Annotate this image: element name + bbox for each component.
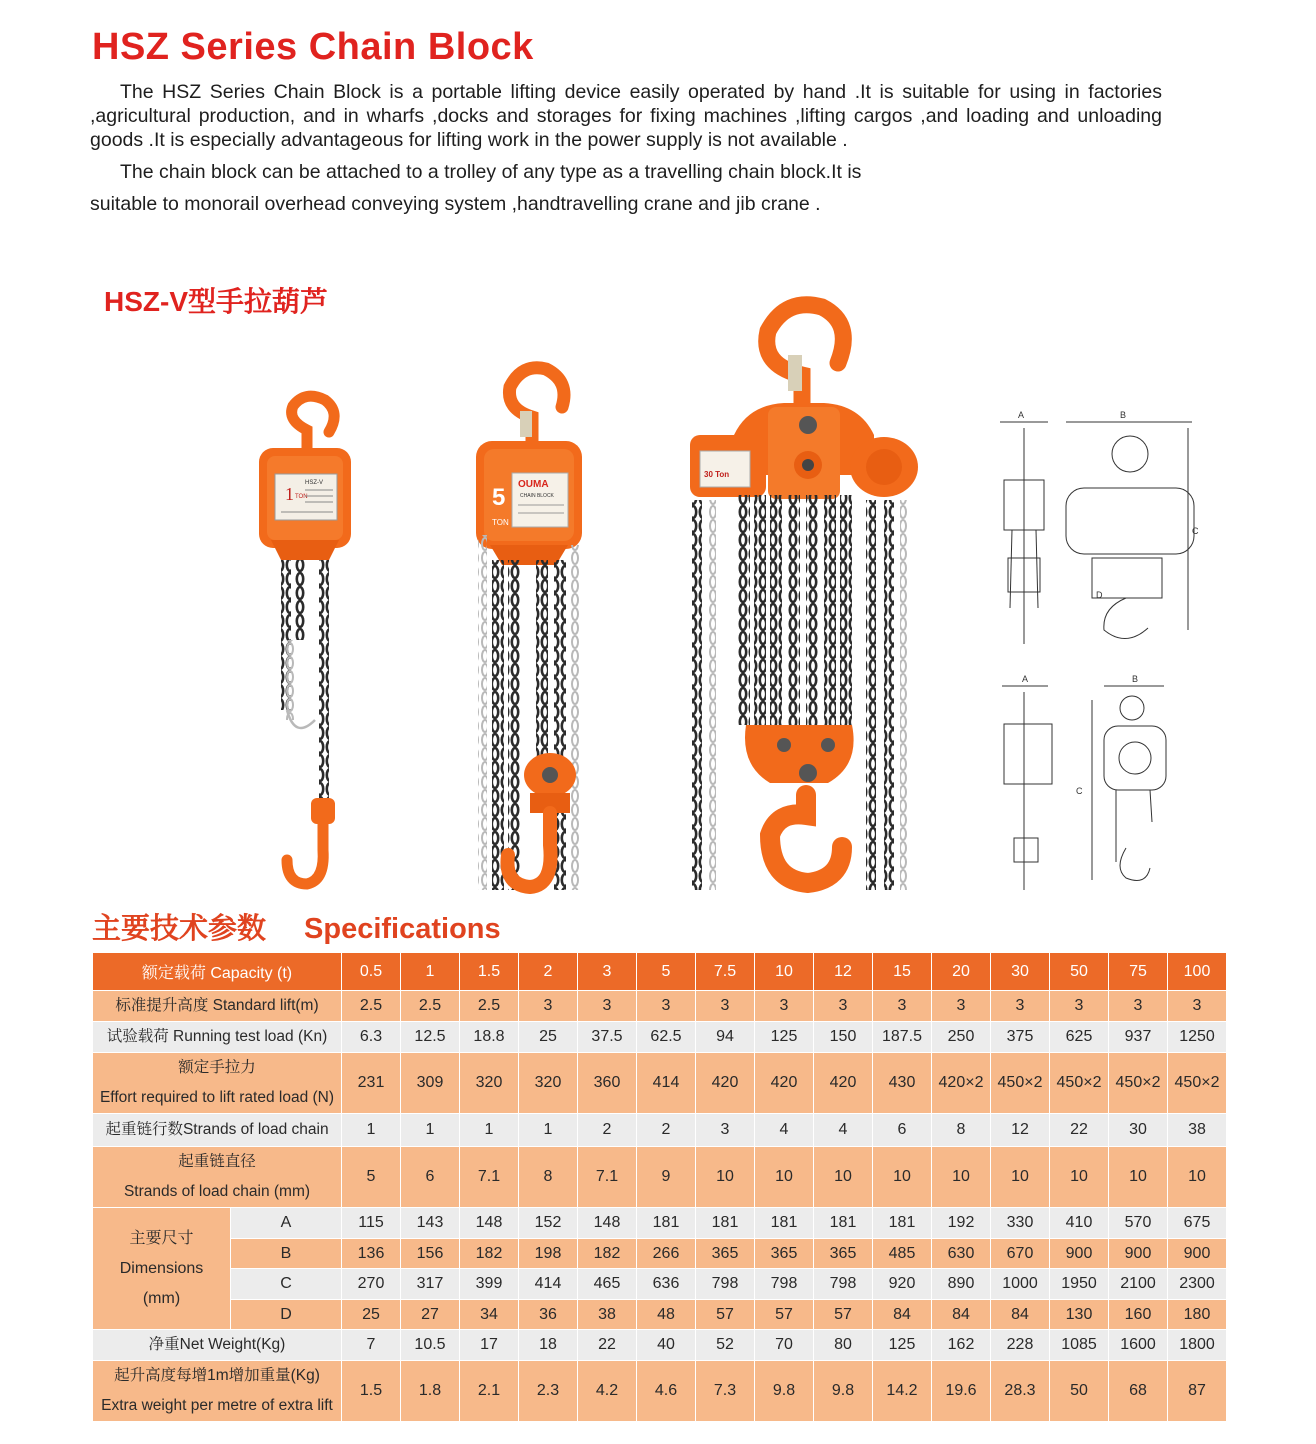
row-label-line: 起重链直径 — [178, 1153, 256, 1170]
value-cell: 36 — [519, 1300, 578, 1330]
value-cell: 8 — [519, 1147, 578, 1208]
row-label-line: 试验载荷 Running test load (Kn) — [106, 1028, 328, 1045]
value-cell: 57 — [814, 1300, 873, 1330]
dimension-diagram-large — [992, 408, 1208, 653]
dimension-row — [93, 1239, 1227, 1269]
small-block-plate-model: HSZ-V — [305, 480, 323, 486]
table-row — [93, 1114, 1227, 1147]
value-cell: 900 — [1168, 1239, 1227, 1269]
value-cell: 1 — [460, 1114, 519, 1147]
value-cell: 37.5 — [578, 1022, 637, 1053]
value-cell: 10 — [696, 1147, 755, 1208]
value-cell: 57 — [696, 1300, 755, 1330]
value-cell: 182 — [578, 1239, 637, 1269]
value-cell: 2.5 — [342, 991, 401, 1022]
svg-text:A: A — [1022, 674, 1029, 684]
value-cell: 3 — [873, 991, 932, 1022]
value-cell: 180 — [1168, 1300, 1227, 1330]
value-cell: 8 — [932, 1114, 991, 1147]
row-label-line: 起重链行数Strands of load chain — [105, 1121, 329, 1138]
value-cell: 228 — [991, 1330, 1050, 1361]
dimension-key: C — [231, 1269, 342, 1300]
value-cell: 19.6 — [932, 1361, 991, 1422]
value-cell: 3 — [696, 991, 755, 1022]
value-cell: 231 — [342, 1053, 401, 1114]
value-cell: 10 — [932, 1147, 991, 1208]
diagram-label-a: A — [1018, 410, 1025, 420]
row-label — [93, 1147, 342, 1208]
value-cell: 4 — [755, 1114, 814, 1147]
value-cell: 160 — [1109, 1300, 1168, 1330]
value-cell: 38 — [1168, 1114, 1227, 1147]
capacity-cell: 1.5 — [460, 953, 519, 991]
specifications-title-en: Specifications — [304, 913, 501, 945]
row-label — [93, 1053, 342, 1114]
value-cell: 414 — [519, 1269, 578, 1300]
value-cell: 152 — [519, 1208, 578, 1239]
value-cell: 320 — [460, 1053, 519, 1114]
value-cell: 87 — [1168, 1361, 1227, 1422]
row-label — [93, 1330, 342, 1361]
value-cell: 2300 — [1168, 1269, 1227, 1300]
value-cell: 430 — [873, 1053, 932, 1114]
capacity-cell: 75 — [1109, 953, 1168, 991]
value-cell: 1.5 — [342, 1361, 401, 1422]
value-cell: 10.5 — [401, 1330, 460, 1361]
value-cell: 22 — [578, 1330, 637, 1361]
capacity-cell: 3 — [578, 953, 637, 991]
value-cell: 360 — [578, 1053, 637, 1114]
svg-text:B: B — [1132, 674, 1139, 684]
row-label-line: 起升高度每增1m增加重量(Kg) — [114, 1367, 320, 1384]
small-block-capacity: 1 — [285, 484, 294, 504]
page-title: HSZ Series Chain Block — [92, 26, 534, 68]
row-label-line: 净重Net Weight(Kg) — [148, 1336, 286, 1353]
row-label — [93, 1022, 342, 1053]
value-cell: 34 — [460, 1300, 519, 1330]
value-cell: 28.3 — [991, 1361, 1050, 1422]
value-cell: 162 — [932, 1330, 991, 1361]
value-cell: 2 — [637, 1114, 696, 1147]
capacity-cell: 15 — [873, 953, 932, 991]
value-cell: 181 — [814, 1208, 873, 1239]
value-cell: 570 — [1109, 1208, 1168, 1239]
value-cell: 25 — [342, 1300, 401, 1330]
capacity-cell: 30 — [991, 953, 1050, 991]
value-cell: 3 — [1168, 991, 1227, 1022]
value-cell: 187.5 — [873, 1022, 932, 1053]
row-label-line: Effort required to lift rated load (N) — [99, 1089, 335, 1106]
value-cell: 192 — [932, 1208, 991, 1239]
value-cell: 14.2 — [873, 1361, 932, 1422]
value-cell: 52 — [696, 1330, 755, 1361]
dimensions-label-line: (mm) — [142, 1289, 181, 1307]
value-cell: 17 — [460, 1330, 519, 1361]
trolley-paragraph-cont: suitable to monorail overhead conveying system ,handtravelling crane and jib crane . — [90, 193, 821, 215]
value-cell: 6.3 — [342, 1022, 401, 1053]
row-label-line: Extra weight per metre of extra lift — [101, 1397, 333, 1414]
value-cell: 630 — [932, 1239, 991, 1269]
medium-block-capacity: 5 — [492, 484, 506, 511]
value-cell: 80 — [814, 1330, 873, 1361]
capacity-cell: 20 — [932, 953, 991, 991]
value-cell: 450×2 — [1109, 1053, 1168, 1114]
value-cell: 84 — [991, 1300, 1050, 1330]
value-cell: 3 — [755, 991, 814, 1022]
value-cell: 365 — [755, 1239, 814, 1269]
value-cell: 900 — [1109, 1239, 1168, 1269]
value-cell: 7 — [342, 1330, 401, 1361]
capacity-label: 额定载荷 Capacity (t) — [93, 953, 342, 991]
value-cell: 115 — [342, 1208, 401, 1239]
table-row — [93, 1330, 1227, 1361]
value-cell: 270 — [342, 1269, 401, 1300]
value-cell: 181 — [696, 1208, 755, 1239]
value-cell: 937 — [1109, 1022, 1168, 1053]
value-cell: 798 — [814, 1269, 873, 1300]
value-cell: 2.5 — [460, 991, 519, 1022]
small-block-unit: TON — [295, 494, 308, 500]
value-cell: 2100 — [1109, 1269, 1168, 1300]
value-cell: 266 — [637, 1239, 696, 1269]
value-cell: 7.1 — [460, 1147, 519, 1208]
value-cell: 1085 — [1050, 1330, 1109, 1361]
diagram-label-d: D — [1096, 590, 1103, 600]
value-cell: 420×2 — [932, 1053, 991, 1114]
value-cell: 3 — [578, 991, 637, 1022]
value-cell: 2.5 — [401, 991, 460, 1022]
dimension-key: A — [231, 1208, 342, 1239]
value-cell: 130 — [1050, 1300, 1109, 1330]
dimension-key: D — [231, 1300, 342, 1330]
value-cell: 9 — [637, 1147, 696, 1208]
value-cell: 317 — [401, 1269, 460, 1300]
value-cell: 12 — [991, 1114, 1050, 1147]
table-row — [93, 1053, 1227, 1114]
value-cell: 148 — [460, 1208, 519, 1239]
value-cell: 7.3 — [696, 1361, 755, 1422]
capacity-cell: 7.5 — [696, 953, 755, 991]
value-cell: 9.8 — [814, 1361, 873, 1422]
dimensions-label-line: Dimensions — [119, 1259, 204, 1277]
table-row — [93, 1022, 1227, 1053]
table-row — [93, 991, 1227, 1022]
value-cell: 890 — [932, 1269, 991, 1300]
value-cell: 465 — [578, 1269, 637, 1300]
value-cell: 5 — [342, 1147, 401, 1208]
dimension-key: B — [231, 1239, 342, 1269]
value-cell: 48 — [637, 1300, 696, 1330]
value-cell: 365 — [814, 1239, 873, 1269]
value-cell: 3 — [1109, 991, 1168, 1022]
dimensions-label — [93, 1208, 231, 1330]
dimension-row — [93, 1269, 1227, 1300]
capacity-cell: 10 — [755, 953, 814, 991]
value-cell: 3 — [814, 991, 873, 1022]
value-cell: 420 — [755, 1053, 814, 1114]
value-cell: 675 — [1168, 1208, 1227, 1239]
table-row — [93, 1361, 1227, 1422]
value-cell: 1600 — [1109, 1330, 1168, 1361]
value-cell: 450×2 — [991, 1053, 1050, 1114]
value-cell: 198 — [519, 1239, 578, 1269]
value-cell: 450×2 — [1168, 1053, 1227, 1114]
value-cell: 485 — [873, 1239, 932, 1269]
value-cell: 920 — [873, 1269, 932, 1300]
value-cell: 182 — [460, 1239, 519, 1269]
value-cell: 4.6 — [637, 1361, 696, 1422]
row-label — [93, 1114, 342, 1147]
value-cell: 636 — [637, 1269, 696, 1300]
value-cell: 3 — [932, 991, 991, 1022]
value-cell: 365 — [696, 1239, 755, 1269]
small-chain-block-image — [245, 390, 375, 895]
value-cell: 3 — [1050, 991, 1109, 1022]
large-block-capacity: 30 Ton — [704, 470, 730, 479]
value-cell: 62.5 — [637, 1022, 696, 1053]
value-cell: 1250 — [1168, 1022, 1227, 1053]
value-cell: 27 — [401, 1300, 460, 1330]
value-cell: 57 — [755, 1300, 814, 1330]
medium-block-brand: OUMA — [518, 479, 549, 490]
value-cell: 3 — [696, 1114, 755, 1147]
capacity-cell: 5 — [637, 953, 696, 991]
value-cell: 10 — [1109, 1147, 1168, 1208]
value-cell: 3 — [637, 991, 696, 1022]
value-cell: 6 — [401, 1147, 460, 1208]
product-subtitle: HSZ-V型手拉葫芦 — [104, 286, 329, 317]
medium-block-unit: TON — [492, 518, 509, 527]
value-cell: 250 — [932, 1022, 991, 1053]
value-cell: 150 — [814, 1022, 873, 1053]
value-cell: 1000 — [991, 1269, 1050, 1300]
diagram-label-b: B — [1120, 410, 1127, 420]
value-cell: 156 — [401, 1239, 460, 1269]
capacity-cell: 12 — [814, 953, 873, 991]
value-cell: 9.8 — [755, 1361, 814, 1422]
value-cell: 68 — [1109, 1361, 1168, 1422]
value-cell: 798 — [696, 1269, 755, 1300]
specifications-title-cn: 主要技术参数 — [92, 913, 267, 945]
value-cell: 6 — [873, 1114, 932, 1147]
value-cell: 410 — [1050, 1208, 1109, 1239]
value-cell: 10 — [1168, 1147, 1227, 1208]
value-cell: 3 — [991, 991, 1050, 1022]
value-cell: 3 — [519, 991, 578, 1022]
value-cell: 136 — [342, 1239, 401, 1269]
value-cell: 18 — [519, 1330, 578, 1361]
value-cell: 10 — [873, 1147, 932, 1208]
value-cell: 70 — [755, 1330, 814, 1361]
row-label-line: 标准提升高度 Standard lift(m) — [115, 997, 319, 1014]
svg-text:C: C — [1076, 786, 1083, 796]
row-label-line: Strands of load chain (mm) — [123, 1183, 311, 1200]
value-cell: 1 — [401, 1114, 460, 1147]
value-cell: 1950 — [1050, 1269, 1109, 1300]
value-cell: 181 — [755, 1208, 814, 1239]
row-label-line: 额定手拉力 — [178, 1059, 256, 1076]
large-chain-block-image — [688, 295, 920, 895]
value-cell: 420 — [814, 1053, 873, 1114]
dimension-row — [93, 1208, 1227, 1239]
capacity-cell: 100 — [1168, 953, 1227, 991]
value-cell: 414 — [637, 1053, 696, 1114]
value-cell: 25 — [519, 1022, 578, 1053]
value-cell: 4 — [814, 1114, 873, 1147]
value-cell: 2.1 — [460, 1361, 519, 1422]
value-cell: 330 — [991, 1208, 1050, 1239]
value-cell: 10 — [991, 1147, 1050, 1208]
value-cell: 2 — [578, 1114, 637, 1147]
value-cell: 50 — [1050, 1361, 1109, 1422]
capacity-header-row — [93, 953, 1227, 991]
value-cell: 10 — [814, 1147, 873, 1208]
value-cell: 450×2 — [1050, 1053, 1109, 1114]
value-cell: 12.5 — [401, 1022, 460, 1053]
row-label — [93, 1361, 342, 1422]
value-cell: 84 — [932, 1300, 991, 1330]
value-cell: 181 — [637, 1208, 696, 1239]
value-cell: 420 — [696, 1053, 755, 1114]
value-cell: 30 — [1109, 1114, 1168, 1147]
value-cell: 320 — [519, 1053, 578, 1114]
specifications-heading — [92, 906, 539, 947]
dimensions-label-line: 主要尺寸 — [129, 1229, 194, 1247]
intro-paragraph: The HSZ Series Chain Block is a portable lifting device easily operated by hand .It is suitable for using in factories ,agricultural production, and in wharfs ,docks and storages for fixing machines ,lifting cargos ,and loading and unloading goods .It is especially advantageous for lifting work in the power supply is not available . — [90, 81, 1162, 151]
value-cell: 1 — [342, 1114, 401, 1147]
value-cell: 84 — [873, 1300, 932, 1330]
value-cell: 900 — [1050, 1239, 1109, 1269]
value-cell: 1800 — [1168, 1330, 1227, 1361]
value-cell: 1.8 — [401, 1361, 460, 1422]
value-cell: 375 — [991, 1022, 1050, 1053]
capacity-cell: 0.5 — [342, 953, 401, 991]
value-cell: 40 — [637, 1330, 696, 1361]
value-cell: 625 — [1050, 1022, 1109, 1053]
medium-chain-block-image — [470, 355, 590, 895]
medium-block-plate-text: CHAIN BLOCK — [520, 493, 554, 499]
trolley-paragraph: The chain block can be attached to a trolley of any type as a travelling chain block.It is — [120, 161, 862, 183]
value-cell: 399 — [460, 1269, 519, 1300]
value-cell: 38 — [578, 1300, 637, 1330]
value-cell: 7.1 — [578, 1147, 637, 1208]
value-cell: 4.2 — [578, 1361, 637, 1422]
row-label — [93, 991, 342, 1022]
value-cell: 1 — [519, 1114, 578, 1147]
value-cell: 18.8 — [460, 1022, 519, 1053]
value-cell: 143 — [401, 1208, 460, 1239]
dimension-row — [93, 1300, 1227, 1330]
value-cell: 94 — [696, 1022, 755, 1053]
diagram-label-c: C — [1192, 526, 1199, 536]
value-cell: 22 — [1050, 1114, 1109, 1147]
dimension-diagram-small — [992, 672, 1172, 899]
capacity-cell: 1 — [401, 953, 460, 991]
value-cell: 125 — [873, 1330, 932, 1361]
value-cell: 10 — [1050, 1147, 1109, 1208]
value-cell: 309 — [401, 1053, 460, 1114]
value-cell: 798 — [755, 1269, 814, 1300]
value-cell: 2.3 — [519, 1361, 578, 1422]
value-cell: 181 — [873, 1208, 932, 1239]
table-row — [93, 1147, 1227, 1208]
capacity-cell: 2 — [519, 953, 578, 991]
value-cell: 670 — [991, 1239, 1050, 1269]
value-cell: 148 — [578, 1208, 637, 1239]
specifications-table — [92, 952, 1227, 1422]
value-cell: 125 — [755, 1022, 814, 1053]
value-cell: 10 — [755, 1147, 814, 1208]
capacity-cell: 50 — [1050, 953, 1109, 991]
